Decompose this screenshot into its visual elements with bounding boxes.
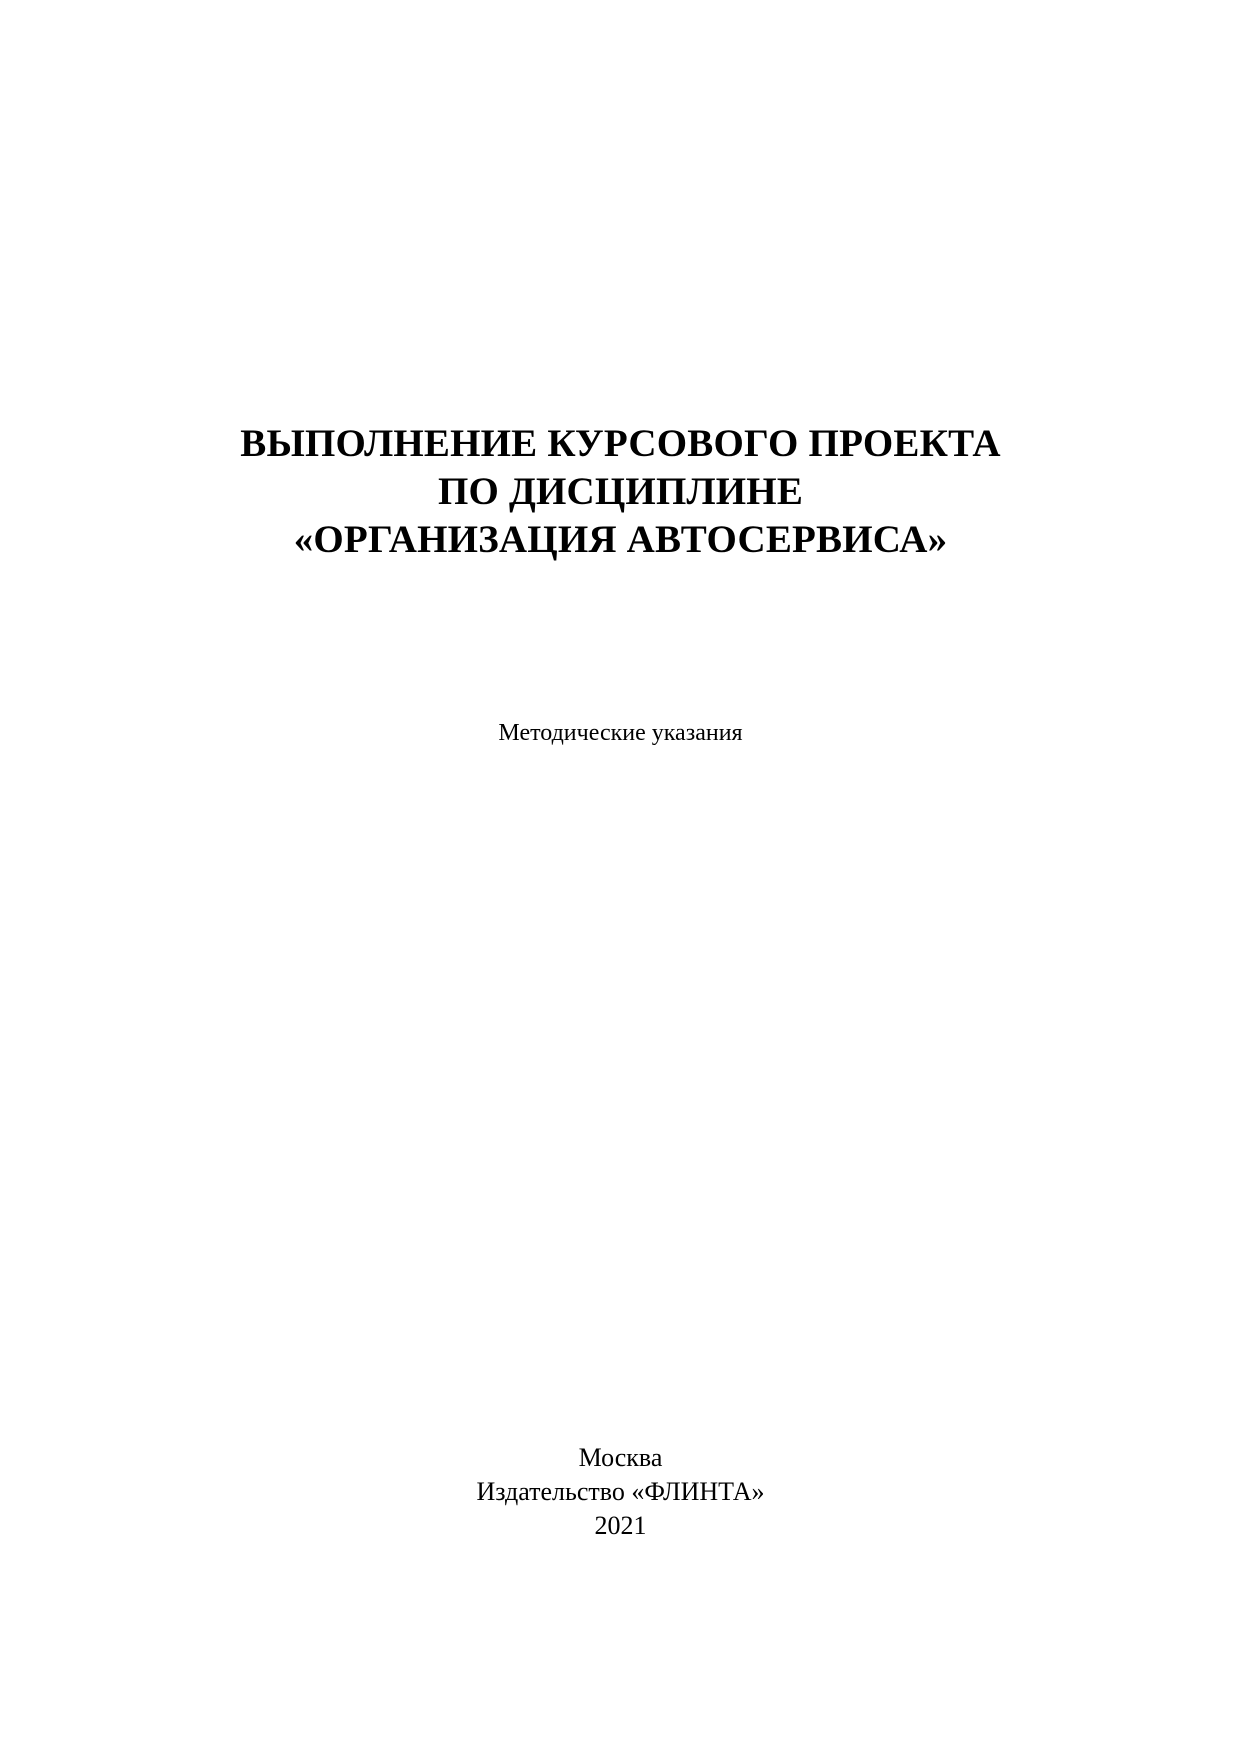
title-line-1: ВЫПОЛНЕНИЕ КУРСОВОГО ПРОЕКТА	[240, 422, 1001, 465]
imprint-city: Москва	[578, 1443, 663, 1472]
imprint-year: 2021	[594, 1511, 647, 1540]
publication-imprint	[0, 1441, 1241, 1543]
title-line-3: «ОРГАНИЗАЦИЯ АВТОСЕРВИСА»	[293, 518, 948, 561]
imprint-publisher: Издательство «ФЛИНТА»	[476, 1477, 765, 1506]
title-line-2: ПО ДИСЦИПЛИНЕ	[437, 470, 804, 513]
document-subtitle: Методические указания	[498, 720, 743, 746]
document-title	[0, 420, 1241, 564]
